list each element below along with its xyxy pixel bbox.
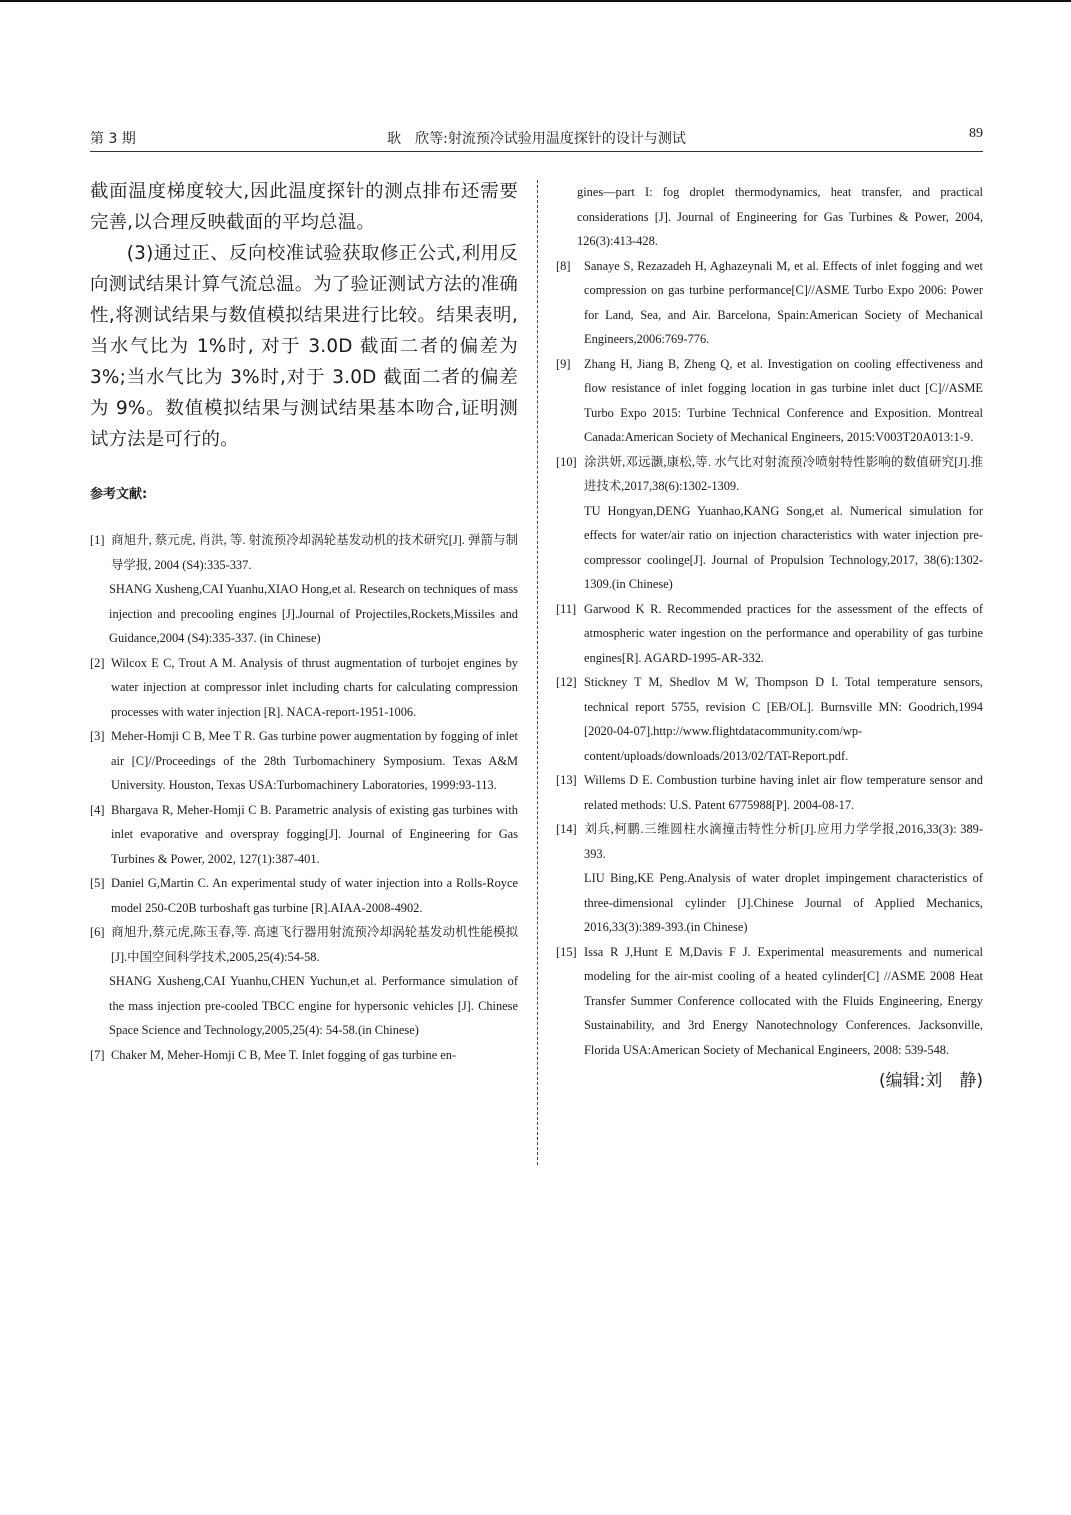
reference-number: [8] bbox=[556, 258, 571, 273]
reference-number: [3] bbox=[90, 729, 105, 743]
reference-item bbox=[556, 597, 983, 671]
reference-item bbox=[90, 920, 518, 1043]
reference-item bbox=[556, 450, 983, 597]
reference-number: [1] bbox=[90, 533, 105, 547]
top-border-rule bbox=[0, 0, 1071, 2]
references-list-right bbox=[556, 254, 983, 1063]
reference-text: Bhargava R, Meher-Homji C B. Parametric analysis of existing gas turbines with inlet evaporative and overspray fogging[J]. Journal of Engineering for Gas Turbines & Power, 2002, 127(1):387-401. bbox=[111, 802, 518, 866]
reference-text-chinese: 商旭升,蔡元虎,陈玉春,等. 高速飞行器用射流预冷却涡轮基发动机性能模拟[J].中国空间科学技术,2005,25(4):54-58. bbox=[111, 925, 518, 964]
reference-continuation: gines—part I: fog droplet thermodynamics, heat transfer, and practical considerations [J]. Journal of Engineering for Gas Turbines & Power, 2004, 126(3):413-428. bbox=[577, 185, 983, 248]
reference-text: Wilcox E C, Trout A M. Analysis of thrust augmentation of turbojet engines by water injection at compressor inlet including charts for calculating compression processes with water injection [R]. NACA-report-1951-1006. bbox=[111, 655, 518, 719]
reference-text: Sanaye S, Rezazadeh H, Aghazeynali M, et al. Effects of inlet fogging and wet compression on gas turbine performance[C]//ASME Turbo Expo 2006: Power for Land, Sea, and Air. Barcelona, Spain:American Society of Mechanical Engineers,2006:769-776. bbox=[584, 258, 983, 346]
page-number: 89 bbox=[969, 126, 983, 141]
body-paragraph-2: (3)通过正、反向校准试验获取修正公式,利用反向测试结果计算气流总温。为了验证测试方法的准确性,将测试结果与数值模拟结果进行比较。结果表明,当水气比为 1%时, 对于 3.0D 截面二者的偏差为 3%;当水气比为 3%时,对于 3.0D 截面二者的偏差为 9%。数值模拟结果与测试结果基本吻合,证明测试方法是可行的。 bbox=[90, 243, 518, 450]
reference-text: Meher-Homji C B, Mee T R. Gas turbine power augmentation by fogging of inlet air [C]//Proceedings of the 28th Turbomachinery Symposium. Texas A&M University. Houston, Texas USA:Turbomachinery Laboratories, 1999:93-113. bbox=[111, 729, 518, 792]
reference-item bbox=[90, 798, 518, 872]
reference-text-chinese: 商旭升, 蔡元虎, 肖洪, 等. 射流预冷却涡轮基发动机的技术研究[J]. 弹箭与制导学报, 2004 (S4):335-337. bbox=[111, 533, 518, 572]
column-divider bbox=[537, 180, 538, 1165]
running-title: 耿 欣等:射流预冷试验用温度探针的设计与测试 bbox=[387, 131, 686, 147]
reference-item bbox=[90, 724, 518, 798]
reference-text: Stickney T M, Shedlov M W, Thompson D I. Total temperature sensors, technical report 5755, revision C [EB/OL]. Burnsville MN: Goodrich,1994 [2020-04-07].http://www.flightdatacommunity.com/wp-content/uploads/downloads/2013/02/TAT-Report.pdf. bbox=[584, 675, 983, 763]
reference-text-english: SHANG Xusheng,CAI Yuanhu,XIAO Hong,et al. Research on techniques of mass injection and precooling engines [J].Journal of Projectiles,Rockets,Missiles and Guidance,2004 (S4):335-337. (in Chinese) bbox=[109, 582, 518, 645]
reference-number: [4] bbox=[90, 802, 105, 817]
reference-item bbox=[90, 1043, 518, 1068]
reference-number: [7] bbox=[90, 1047, 105, 1062]
reference-item bbox=[556, 254, 983, 352]
reference-number: [13] bbox=[556, 773, 577, 787]
reference-text-chinese: 刘兵,柯鹏.三维圆柱水滴撞击特性分析[J].应用力学学报,2016,33(3): 389-393. bbox=[584, 822, 983, 861]
references-heading: 参考文献: bbox=[90, 487, 148, 502]
right-column bbox=[556, 180, 983, 1091]
reference-number: [2] bbox=[90, 655, 105, 670]
reference-item bbox=[556, 768, 983, 817]
left-column bbox=[90, 176, 518, 1067]
reference-item bbox=[556, 817, 983, 940]
reference-text: Garwood K R. Recommended practices for the assessment of the effects of atmospheric water ingestion on the performance and operability of gas turbine engines[R]. AGARD-1995-AR-332. bbox=[584, 601, 983, 665]
reference-text-english: TU Hongyan,DENG Yuanhao,KANG Song,et al. Numerical simulation for effects for water/air ratio on injection characteristics with water injection pre-compressor coolinge[J]. Journal of Propulsion Technology,2017, 38(6):1302-1309.(in Chinese) bbox=[584, 503, 983, 591]
reference-item bbox=[556, 670, 983, 768]
reference-text: Issa R J,Hunt E M,Davis F J. Experimental measurements and numerical modeling for the air-mist cooling of a heated cylinder[C] //ASME 2008 Heat Transfer Summer Conference collocated with the Fluids Engineering, Energy Sustainability, and 3rd Energy Nanotechnology Conferences. Jacksonville, Florida USA:American Society of Mechanical Engineers, 2008: 539-548. bbox=[584, 944, 983, 1057]
reference-text-chinese: 涂洪妍,邓远灏,康松,等. 水气比对射流预冷喷射特性影响的数值研究[J].推进技术,2017,38(6):1302-1309. bbox=[584, 454, 983, 493]
editor-note: (编辑:刘 静) bbox=[879, 1071, 983, 1091]
header-rule bbox=[90, 151, 983, 152]
reference-item bbox=[90, 528, 518, 651]
body-paragraph-1: 截面温度梯度较大,因此温度探针的测点排布还需要完善,以合理反映截面的平均总温。 bbox=[90, 181, 518, 233]
reference-number: [10] bbox=[556, 454, 577, 469]
reference-number: [12] bbox=[556, 675, 577, 689]
reference-text: Zhang H, Jiang B, Zheng Q, et al. Investigation on cooling effectiveness and flow resistance of inlet fogging location in gas turbine inlet duct [C]//ASME Turbo Expo 2015: Turbine Technical Conference and Exposition. Montreal Canada:American Society of Mechanical Engineers, 2015:V003T20A013:1-9. bbox=[584, 356, 983, 444]
reference-item bbox=[556, 940, 983, 1063]
reference-item bbox=[556, 352, 983, 450]
page-header bbox=[90, 126, 983, 148]
reference-text-english: SHANG Xusheng,CAI Yuanhu,CHEN Yuchun,et al. Performance simulation of the mass injection pre-cooled TBCC engine for hypersonic vehicles [J]. Chinese Space Science and Technology,2005,25(4): 54-58.(in Chinese) bbox=[109, 974, 518, 1037]
reference-number: [9] bbox=[556, 356, 571, 371]
reference-text-english: LIU Bing,KE Peng.Analysis of water droplet impingement characteristics of three-dimensional cylinder [J].Chinese Journal of Applied Mechanics, 2016,33(3):389-393.(in Chinese) bbox=[584, 871, 983, 934]
reference-number: [15] bbox=[556, 944, 577, 959]
reference-number: [11] bbox=[556, 601, 577, 616]
reference-number: [6] bbox=[90, 925, 105, 939]
issue-label: 第 3 期 bbox=[90, 131, 136, 147]
reference-text: Daniel G,Martin C. An experimental study of water injection into a Rolls-Royce model 250-C20B turboshaft gas turbine [R].AIAA-2008-4902. bbox=[111, 876, 518, 915]
reference-number: [5] bbox=[90, 876, 105, 890]
reference-number: [14] bbox=[556, 822, 577, 836]
reference-item bbox=[90, 871, 518, 920]
reference-text: Chaker M, Meher-Homji C B, Mee T. Inlet fogging of gas turbine en- bbox=[111, 1047, 457, 1062]
reference-item bbox=[90, 651, 518, 725]
references-list-left bbox=[90, 528, 518, 1067]
reference-text: Willems D E. Combustion turbine having inlet air flow temperature sensor and related methods: U.S. Patent 6775988[P]. 2004-08-17. bbox=[584, 773, 983, 812]
